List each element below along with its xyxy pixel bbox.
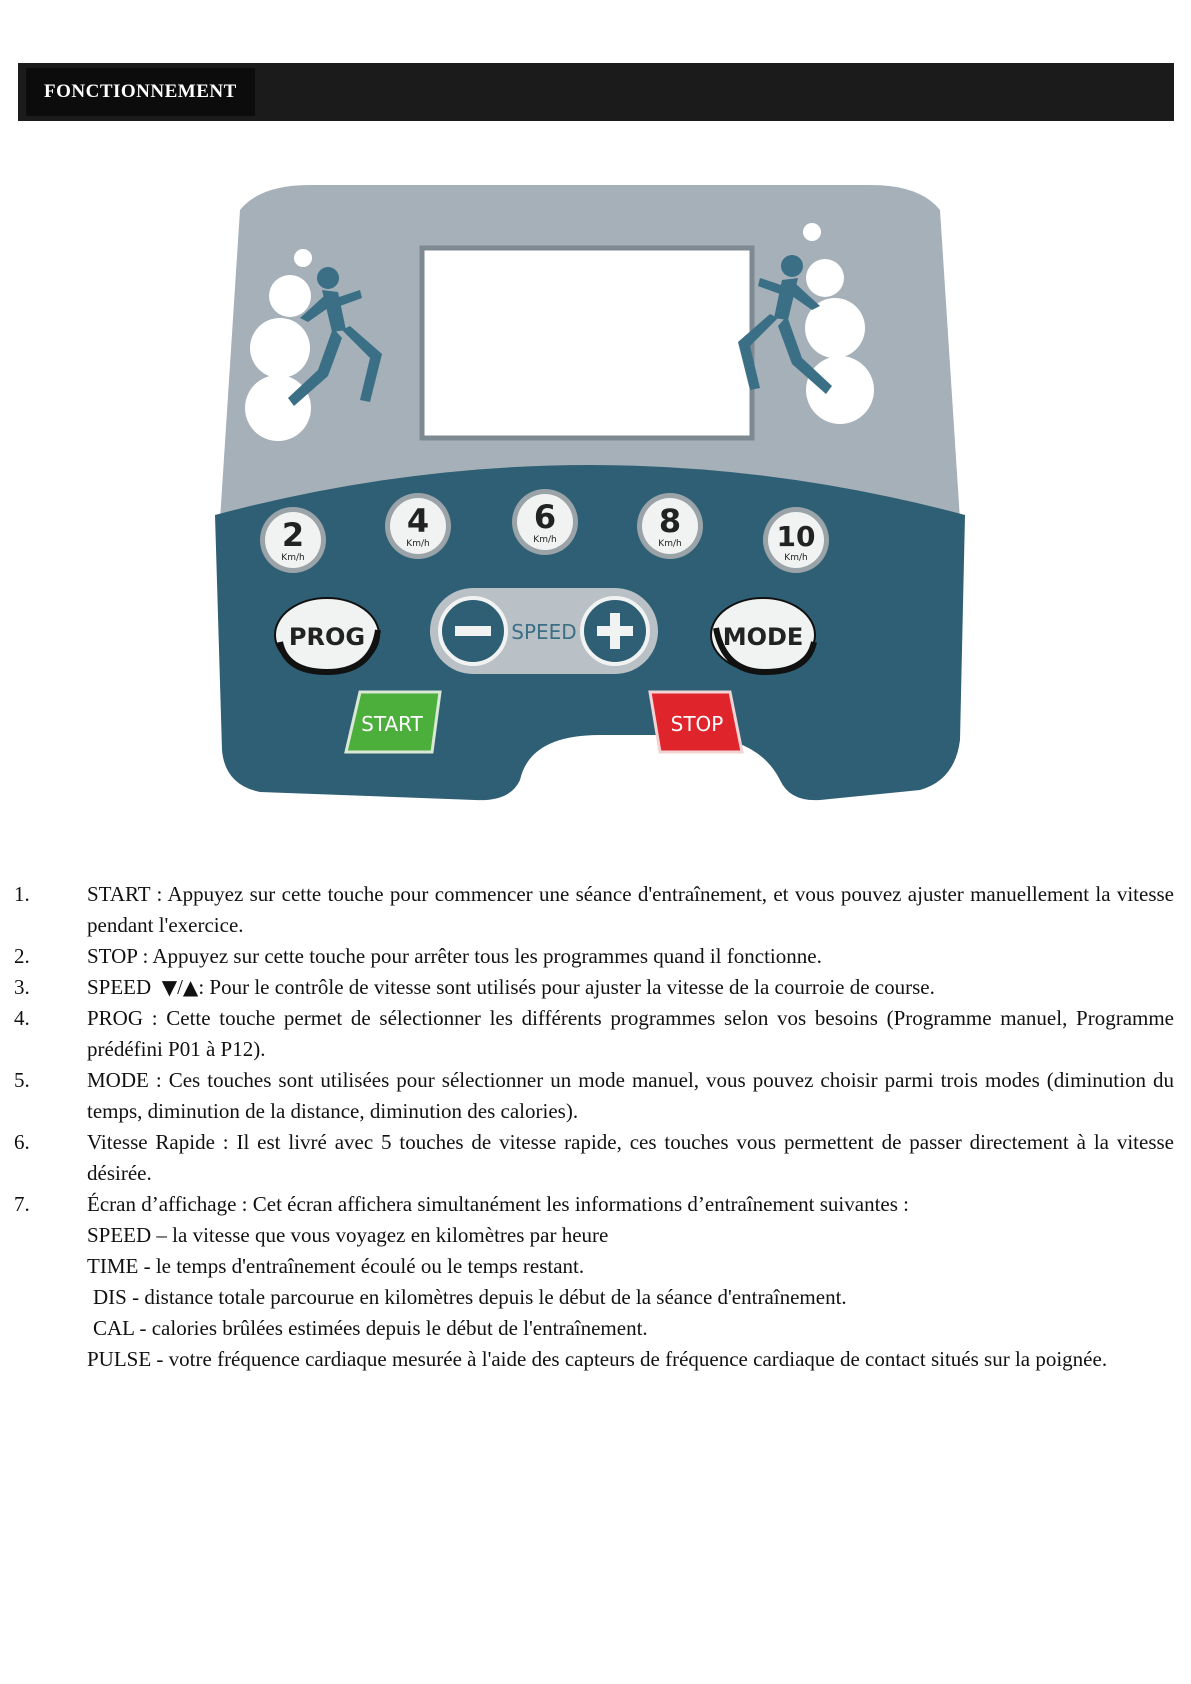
start-button[interactable] <box>346 692 440 752</box>
quick-speed-unit: Km/h <box>281 553 305 563</box>
quick-speed-value: 10 <box>776 520 816 553</box>
instruction-speed-label: SPEED <box>87 975 152 999</box>
mode-button[interactable] <box>711 598 815 672</box>
display-item-pulse: PULSE - votre fréquence cardiaque mesurée à l'aide des capteurs de fréquence cardiaque de contact situés sur la poignée. <box>87 1347 1108 1371</box>
quick-speed-unit: Km/h <box>658 539 682 549</box>
instruction-speed <box>87 972 1174 1003</box>
quick-speed-button-6[interactable] <box>512 489 578 555</box>
speed-label: SPEED <box>511 620 577 644</box>
console-diagram <box>200 180 980 850</box>
instruction-stop: STOP : Appuyez sur cette touche pour arrêter tous les programmes quand il fonctionne. <box>87 944 822 968</box>
section-title: FONCTIONNEMENT <box>26 68 255 116</box>
triangle-up-icon: ▲ <box>182 975 199 999</box>
instruction-display <box>87 1189 1174 1375</box>
item-number: 3. <box>14 975 30 999</box>
item-number: 2. <box>14 944 30 968</box>
quick-speed-unit: Km/h <box>533 535 557 545</box>
instruction-speed-text: : Pour le contrôle de vitesse sont utilisés pour ajuster la vitesse de la courroie de course. <box>198 975 935 999</box>
item-number: 1. <box>14 882 30 906</box>
speed-plus-button[interactable] <box>582 598 648 664</box>
display-screen <box>422 248 752 438</box>
instruction-prog: PROG : Cette touche permet de sélectionner les différents programmes selon vos besoins (Programme manuel, Programme prédéfini P01 à P12). <box>87 1006 1174 1061</box>
header-bar <box>18 63 1174 121</box>
display-item-dis: DIS - distance totale parcourue en kilomètres depuis le début de la séance d'entraînement. <box>93 1285 847 1309</box>
svg-text:MODE: MODE <box>722 623 804 651</box>
quick-speed-button-2[interactable] <box>260 507 326 573</box>
instruction-display-intro: Écran d’affichage : Cet écran affichera simultanément les informations d’entraînement suivantes : <box>87 1192 909 1216</box>
quick-speed-button-4[interactable] <box>385 493 451 559</box>
quick-speed-value: 6 <box>533 498 557 536</box>
quick-speed-button-8[interactable] <box>637 493 703 559</box>
item-number: 7. <box>14 1192 30 1216</box>
instruction-start: START : Appuyez sur cette touche pour commencer une séance d'entraînement, et vous pouvez ajuster manuellement la vitesse pendant l'exercice. <box>87 882 1174 937</box>
instruction-mode: MODE : Ces touches sont utilisées pour sélectionner un mode manuel, vous pouvez choisir parmi trois modes (diminution du temps, diminution de la distance, diminution des calories). <box>87 1068 1174 1123</box>
quick-speed-unit: Km/h <box>406 539 430 549</box>
item-number: 6. <box>14 1130 30 1154</box>
display-item-cal: CAL - calories brûlées estimées depuis le début de l'entraînement. <box>93 1316 648 1340</box>
item-number: 4. <box>14 1006 30 1030</box>
prog-button[interactable] <box>275 598 379 672</box>
display-item-speed: SPEED – la vitesse que vous voyagez en kilomètres par heure <box>87 1223 609 1247</box>
quick-speed-value: 2 <box>281 516 305 554</box>
quick-speed-value: 8 <box>658 502 682 540</box>
quick-speed-button-10[interactable] <box>763 507 829 573</box>
svg-text:PROG: PROG <box>288 623 366 651</box>
display-item-time: TIME - le temps d'entraînement écoulé ou le temps restant. <box>87 1254 585 1278</box>
quick-speed-value: 4 <box>406 502 430 540</box>
quick-speed-unit: Km/h <box>784 553 808 563</box>
instruction-quick-speed: Vitesse Rapide : Il est livré avec 5 touches de vitesse rapide, ces touches vous permettent de passer directement à la vitesse désirée. <box>87 1130 1174 1185</box>
stop-button[interactable] <box>650 692 742 752</box>
instruction-speed-sep: / <box>177 975 183 999</box>
minus-icon <box>455 626 491 636</box>
speed-minus-button[interactable] <box>440 598 506 664</box>
item-number: 5. <box>14 1068 30 1092</box>
triangle-down-icon: ▼ <box>161 975 178 999</box>
svg-text:STOP: STOP <box>670 712 724 736</box>
svg-text:START: START <box>361 712 423 736</box>
